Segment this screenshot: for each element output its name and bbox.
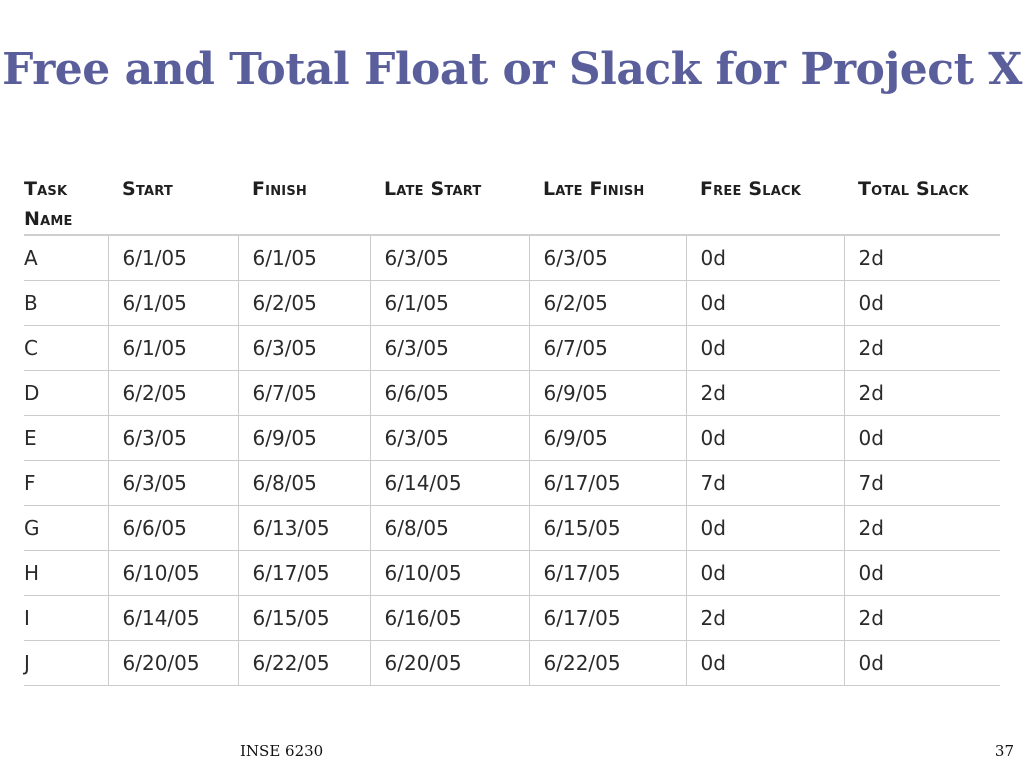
cell-total-slack: 0d xyxy=(844,641,1000,686)
table-body xyxy=(24,235,1000,686)
cell-task-name: J xyxy=(24,641,108,686)
cell-free-slack: 0d xyxy=(686,506,844,551)
cell-late-finish: 6/9/05 xyxy=(529,416,686,461)
cell-start: 6/1/05 xyxy=(108,281,238,326)
cell-total-slack: 2d xyxy=(844,596,1000,641)
cell-free-slack: 2d xyxy=(686,371,844,416)
cell-total-slack: 2d xyxy=(844,371,1000,416)
cell-task-name: F xyxy=(24,461,108,506)
cell-start: 6/3/05 xyxy=(108,461,238,506)
cell-finish: 6/3/05 xyxy=(238,326,370,371)
header-free-slack: Free Slack xyxy=(686,174,844,235)
cell-finish: 6/2/05 xyxy=(238,281,370,326)
cell-task-name: G xyxy=(24,506,108,551)
cell-late-finish: 6/17/05 xyxy=(529,551,686,596)
cell-start: 6/1/05 xyxy=(108,326,238,371)
table-row xyxy=(24,461,1000,506)
cell-late-finish: 6/15/05 xyxy=(529,506,686,551)
cell-start: 6/1/05 xyxy=(108,235,238,281)
table-row xyxy=(24,596,1000,641)
cell-late-finish: 6/17/05 xyxy=(529,596,686,641)
cell-late-finish: 6/7/05 xyxy=(529,326,686,371)
cell-task-name: H xyxy=(24,551,108,596)
table-row xyxy=(24,371,1000,416)
cell-late-start: 6/14/05 xyxy=(370,461,529,506)
cell-total-slack: 2d xyxy=(844,235,1000,281)
cell-free-slack: 0d xyxy=(686,641,844,686)
cell-task-name: C xyxy=(24,326,108,371)
cell-late-finish: 6/17/05 xyxy=(529,461,686,506)
table-row xyxy=(24,551,1000,596)
cell-total-slack: 2d xyxy=(844,326,1000,371)
table-row xyxy=(24,281,1000,326)
table-row xyxy=(24,416,1000,461)
table-row xyxy=(24,506,1000,551)
cell-late-start: 6/20/05 xyxy=(370,641,529,686)
table-row xyxy=(24,235,1000,281)
cell-free-slack: 0d xyxy=(686,551,844,596)
cell-start: 6/14/05 xyxy=(108,596,238,641)
cell-late-finish: 6/22/05 xyxy=(529,641,686,686)
cell-finish: 6/8/05 xyxy=(238,461,370,506)
cell-late-finish: 6/2/05 xyxy=(529,281,686,326)
table-row xyxy=(24,326,1000,371)
cell-late-start: 6/10/05 xyxy=(370,551,529,596)
cell-task-name: D xyxy=(24,371,108,416)
footer-page-number: 37 xyxy=(994,742,1014,760)
cell-finish: 6/22/05 xyxy=(238,641,370,686)
cell-finish: 6/15/05 xyxy=(238,596,370,641)
cell-late-start: 6/8/05 xyxy=(370,506,529,551)
header-task-name: Task Name xyxy=(24,174,108,235)
table-header-row xyxy=(24,174,1000,235)
cell-free-slack: 0d xyxy=(686,281,844,326)
cell-start: 6/3/05 xyxy=(108,416,238,461)
cell-free-slack: 0d xyxy=(686,416,844,461)
cell-late-start: 6/6/05 xyxy=(370,371,529,416)
cell-free-slack: 7d xyxy=(686,461,844,506)
cell-total-slack: 0d xyxy=(844,281,1000,326)
cell-late-start: 6/1/05 xyxy=(370,281,529,326)
cell-task-name: B xyxy=(24,281,108,326)
cell-start: 6/10/05 xyxy=(108,551,238,596)
cell-free-slack: 2d xyxy=(686,596,844,641)
cell-late-finish: 6/3/05 xyxy=(529,235,686,281)
cell-free-slack: 0d xyxy=(686,326,844,371)
table-row xyxy=(24,641,1000,686)
header-start: Start xyxy=(108,174,238,235)
cell-free-slack: 0d xyxy=(686,235,844,281)
slide-title: Free and Total Float or Slack for Project X xyxy=(2,44,1022,95)
header-finish: Finish xyxy=(238,174,370,235)
cell-start: 6/6/05 xyxy=(108,506,238,551)
cell-total-slack: 2d xyxy=(844,506,1000,551)
cell-task-name: I xyxy=(24,596,108,641)
cell-late-start: 6/3/05 xyxy=(370,326,529,371)
cell-total-slack: 7d xyxy=(844,461,1000,506)
cell-start: 6/20/05 xyxy=(108,641,238,686)
header-late-finish: Late Finish xyxy=(529,174,686,235)
cell-total-slack: 0d xyxy=(844,551,1000,596)
header-total-slack: Total Slack xyxy=(844,174,1000,235)
cell-finish: 6/13/05 xyxy=(238,506,370,551)
cell-start: 6/2/05 xyxy=(108,371,238,416)
cell-late-start: 6/3/05 xyxy=(370,416,529,461)
cell-finish: 6/17/05 xyxy=(238,551,370,596)
cell-task-name: A xyxy=(24,235,108,281)
cell-late-start: 6/16/05 xyxy=(370,596,529,641)
cell-finish: 6/7/05 xyxy=(238,371,370,416)
cell-finish: 6/1/05 xyxy=(238,235,370,281)
cell-late-start: 6/3/05 xyxy=(370,235,529,281)
slack-table xyxy=(24,174,1000,686)
cell-task-name: E xyxy=(24,416,108,461)
footer-course-code: INSE 6230 xyxy=(240,742,324,760)
cell-late-finish: 6/9/05 xyxy=(529,371,686,416)
header-late-start: Late Start xyxy=(370,174,529,235)
cell-total-slack: 0d xyxy=(844,416,1000,461)
cell-finish: 6/9/05 xyxy=(238,416,370,461)
